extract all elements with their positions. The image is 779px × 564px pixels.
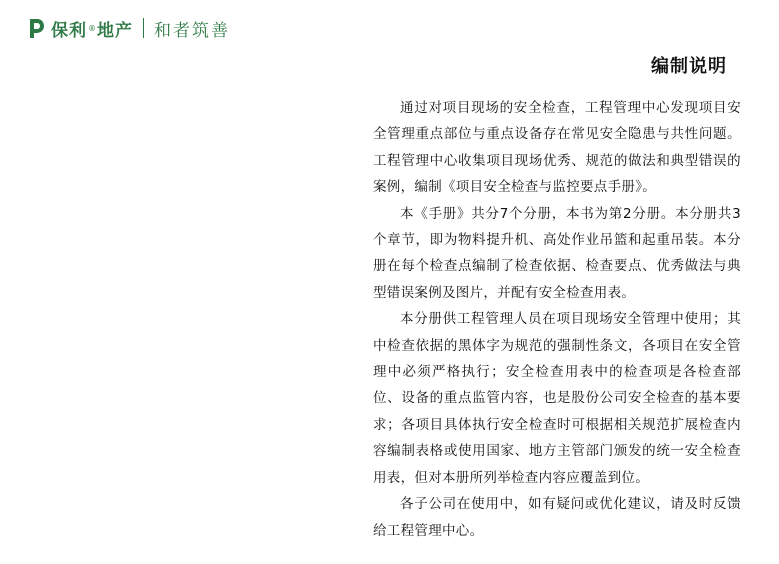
paragraph-3: 本分册供工程管理人员在项目现场安全管理中使用；其中检查依据的黑体字为规范的强制性条文，各项目在安全管理中必须严格执行；安全检查用表中的检查项是各检查部位、设备的重点监管内容，也是股份公司安全检查的基本要求；各项目具体执行安全检查时可根据相关规范扩展检查内容编制表格或使用国家、地方主管部门颁发的统一安全检查用表，但对本册所列举检查内容应覆盖到位。 (373, 311, 741, 486)
page-title: 编制说明 (651, 56, 727, 77)
paragraph-4: 各子公司在使用中，如有疑问或优化建议，请及时反馈给工程管理中心。 (373, 496, 741, 539)
baoli-leaf-icon (28, 17, 46, 39)
document-body (373, 95, 741, 544)
paragraph-2: 本《手册》共分7个分册，本书为第2分册。本分册共3个章节，即为物料提升机、高处作业吊篮和起重吊装。本分册在每个检查点编制了检查依据、检查要点、优秀做法与典型错误案例及图片，并配有安全检查用表。 (373, 205, 741, 301)
brand-name: 保利 (51, 20, 87, 41)
company-logo (28, 15, 230, 41)
brand-suffix: 地产 (97, 20, 133, 41)
registered-mark: ® (88, 23, 96, 33)
paragraph-1: 通过对项目现场的安全检查，工程管理中心发现项目安全管理重点部位与重点设备存在常见安全隐患与共性问题。工程管理中心收集项目现场优秀、规范的做法和典型错误的案例，编制《项目安全检查与监控要点手册》。 (373, 100, 741, 196)
brand-slogan: 和者筑善 (154, 20, 230, 41)
logo-divider (143, 18, 144, 38)
